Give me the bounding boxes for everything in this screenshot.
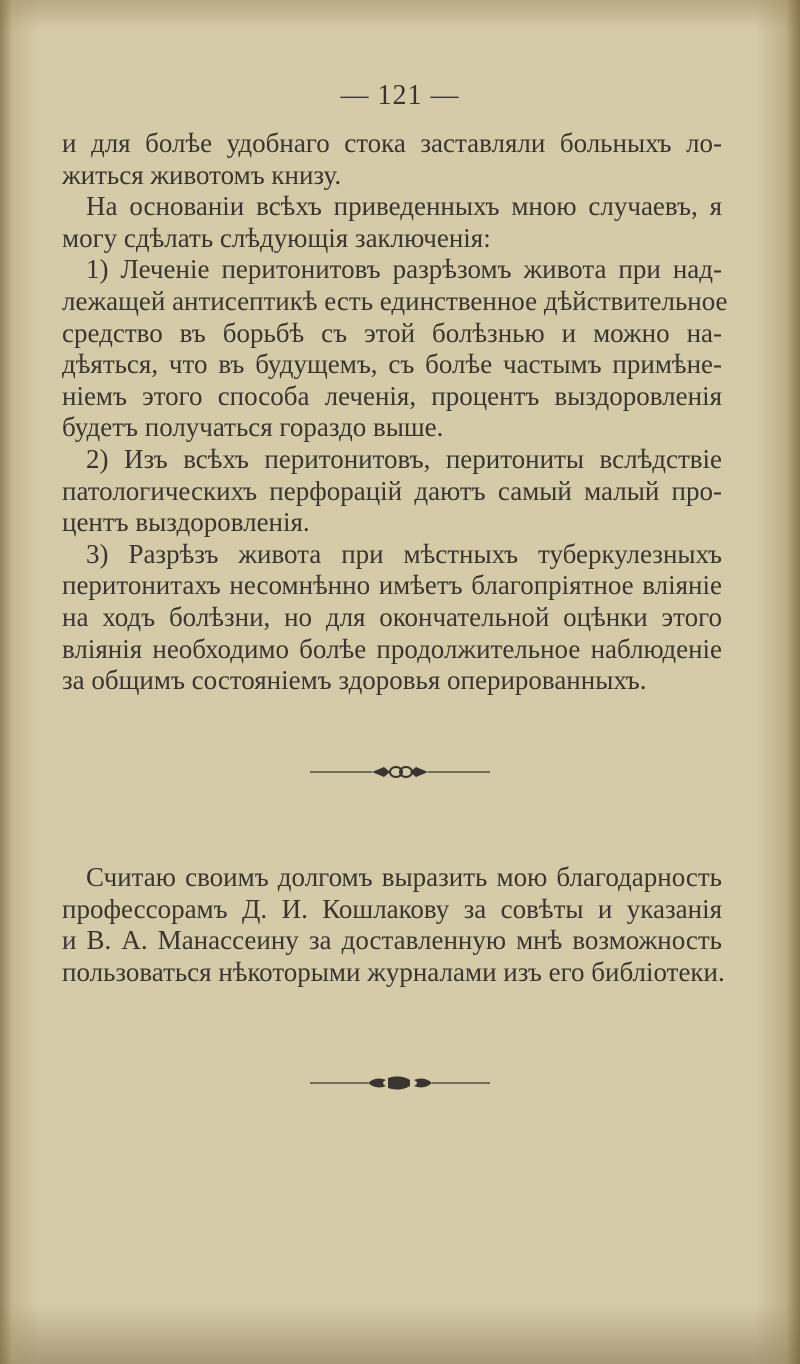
text-line: дѣяться, что въ будущемъ, съ болѣе частымъ примѣне- [62,349,722,380]
text-line: Считаю своимъ долгомъ выразить мою благодарность [86,862,722,892]
text-line: и для болѣе удобнаго стока заставляли больныхъ ло- [62,128,722,158]
text-line: лежащей антисептикѣ есть единственное дѣйствительное [62,285,728,316]
page-edge [786,0,800,1364]
text-line: перитонитахъ несомнѣнно имѣетъ благопріятное вліяніе [62,570,722,601]
text-line: могу сдѣлать слѣдующія заключенія: [62,222,491,253]
text-line: пользоваться нѣкоторыми журналами изъ его библіотеки. [62,956,725,987]
text-line: за общимъ состояніемъ здоровья оперированныхъ. [62,665,647,696]
text-line: патологическихъ перфорацій даютъ самый малый про- [62,475,722,506]
divider-ornament [0,762,800,782]
text-line: ніемъ этого способа леченія, процентъ выздоровленія [62,380,722,411]
text-line: и В. А. Манассеину за доставленную мнѣ возможность [62,925,722,956]
text-line: профессорамъ Д. И. Кошлакову за совѣты и указанія [62,893,722,924]
text-line: 2) Изъ всѣхъ перитонитовъ, перитониты вслѣдствіе [86,443,722,474]
end-ornament [0,1072,800,1092]
text-line: житься животомъ книзу. [62,159,342,190]
page-number: — 121 — [340,80,460,111]
text-line: на ходъ болѣзни, но для окончательной оцѣнки этого [62,601,722,632]
text-line: будетъ получаться гораздо выше. [62,412,444,443]
text-line: вліянія необходимо болѣе продолжительное наблюденіе [62,633,722,664]
text-line: 1) Леченіе перитонитовъ разрѣзомъ живота при над- [86,254,722,285]
text-line: средство въ борьбѣ съ этой болѣзнью и можно на- [62,317,722,348]
conclusions-text [62,128,728,697]
acknowledgement-text [62,862,725,988]
spine-shadow [0,0,12,1364]
text-line: 3) Разрѣзъ живота при мѣстныхъ туберкулезныхъ [86,538,722,569]
text-line: На основаніи всѣхъ приведенныхъ мною случаевъ, я [86,191,722,222]
text-line: центъ выздоровленія. [62,507,310,538]
